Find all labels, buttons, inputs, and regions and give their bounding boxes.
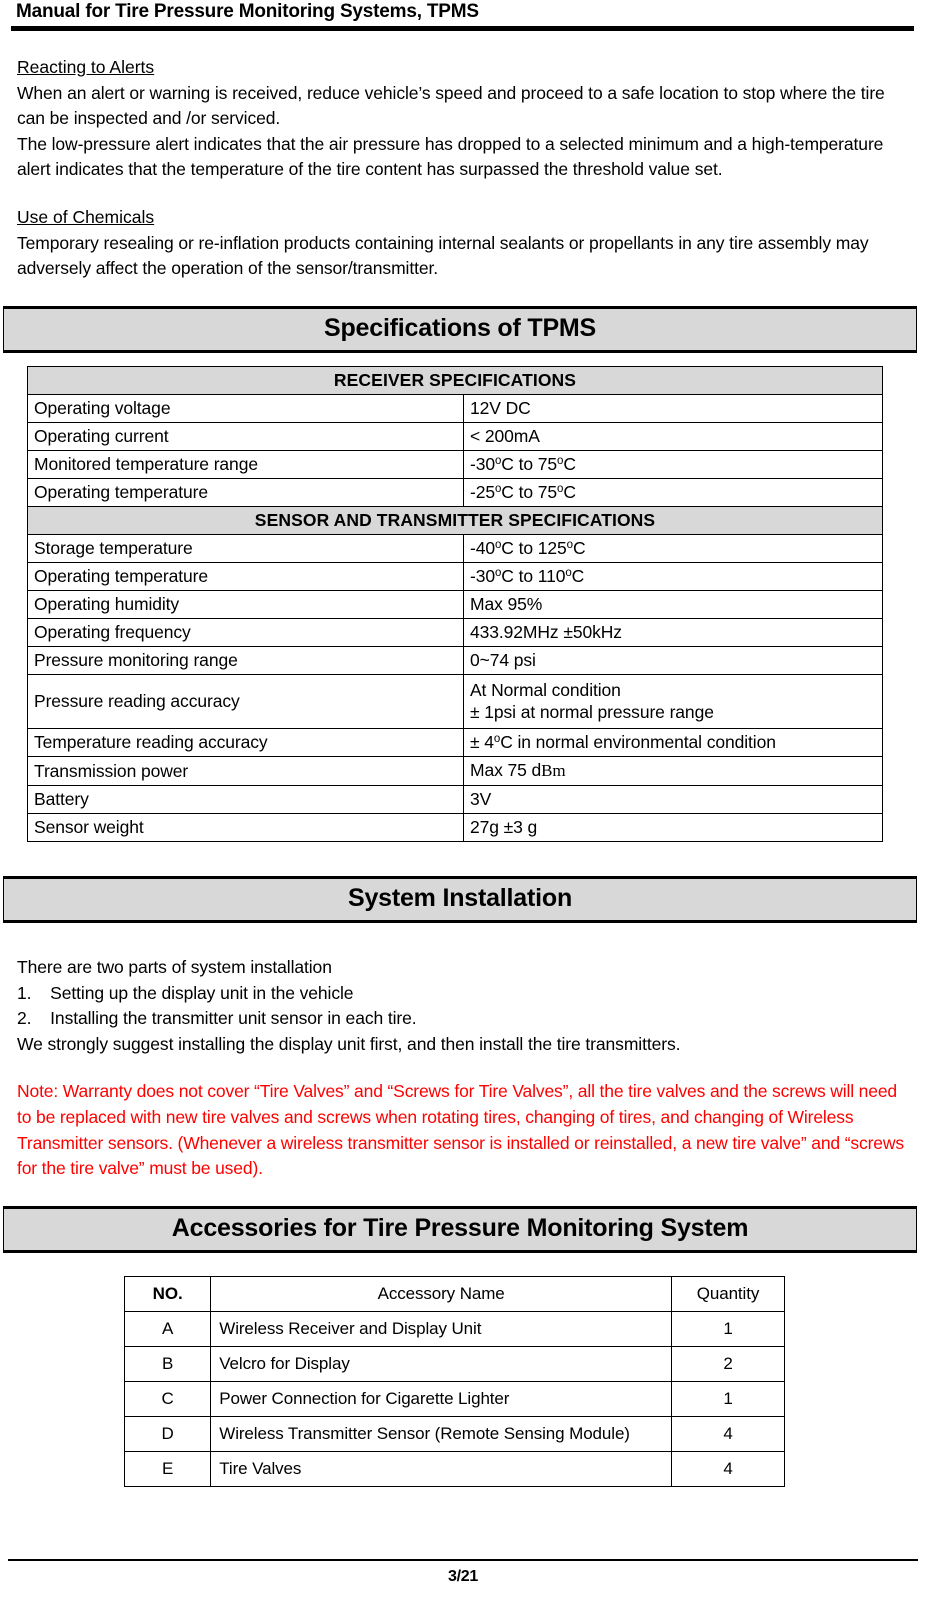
spec-value <box>463 675 882 729</box>
transmission-power-suffix: Bm <box>541 761 566 780</box>
spec-label: Monitored temperature range <box>28 451 464 479</box>
spec-value: Max 95% <box>463 591 882 619</box>
accessory-quantity: 2 <box>672 1347 785 1382</box>
spec-label: Temperature reading accuracy <box>28 729 464 757</box>
accessory-name: Power Connection for Cigarette Lighter <box>211 1382 672 1417</box>
heading-reacting-to-alerts: Reacting to Alerts <box>17 57 155 77</box>
table-row <box>28 786 883 814</box>
spacer <box>17 183 909 205</box>
spec-value: -30$^o$C to 75$^o$C <box>463 451 882 479</box>
spec-value: 12V DC <box>463 395 882 423</box>
spec-label: Battery <box>28 786 464 814</box>
spec-value <box>463 757 882 786</box>
table-row <box>28 479 883 507</box>
column-header-quantity: Quantity <box>672 1277 785 1312</box>
installation-step-1 <box>17 981 909 1007</box>
banner-specifications: Specifications of TPMS <box>3 306 917 353</box>
sensor-section-label: SENSOR AND TRANSMITTER SPECIFICATIONS <box>28 507 883 535</box>
spec-value: -30$^o$C to 110$^o$C <box>463 563 882 591</box>
spec-label: Operating frequency <box>28 619 464 647</box>
table-section-header-sensor <box>28 507 883 535</box>
table-row <box>125 1312 785 1347</box>
specifications-table <box>27 366 883 842</box>
accessory-name: Wireless Receiver and Display Unit <box>211 1312 672 1347</box>
document-header <box>0 0 926 31</box>
installation-intro: There are two parts of system installation <box>17 957 332 977</box>
column-header-no: NO. <box>125 1277 211 1312</box>
table-row <box>28 423 883 451</box>
spec-label: Operating humidity <box>28 591 464 619</box>
spec-value: 3V <box>463 786 882 814</box>
table-row <box>125 1417 785 1452</box>
table-row <box>28 757 883 786</box>
accessory-name: Tire Valves <box>211 1452 672 1487</box>
accessory-quantity: 1 <box>672 1382 785 1417</box>
table-row <box>28 451 883 479</box>
spacer <box>17 1057 909 1079</box>
accessory-quantity: 1 <box>672 1312 785 1347</box>
spec-value: ± $4^oC$ in normal environmental condition <box>463 729 882 757</box>
spec-value: 0~74 psi <box>463 647 882 675</box>
table-row <box>28 814 883 842</box>
warranty-note: Note: Warranty does not cover “Tire Valves” and “Screws for Tire Valves”, all the tire valves and the screws will need to be replaced with new tire valves and screws when rotating tires, changing of tires, and changing of Wireless Transmitter sensors. (Whenever a wireless transmitter sensor is installed or reinstalled, a new tire valve” and “screws for the tire valve” must be used). <box>17 1081 904 1179</box>
accessories-table <box>124 1276 785 1487</box>
step-1-text: Setting up the display unit in the vehicle <box>50 982 354 1003</box>
pressure-accuracy-line-1: At Normal condition <box>469 680 621 700</box>
table-section-header-receiver <box>28 367 883 395</box>
spec-label: Operating temperature <box>28 563 464 591</box>
spec-label: Pressure reading accuracy <box>28 675 464 729</box>
spec-value: < 200mA <box>463 423 882 451</box>
step-2-number: 2. <box>17 1008 32 1029</box>
accessory-no: B <box>125 1347 211 1382</box>
receiver-section-label: RECEIVER SPECIFICATIONS <box>28 367 883 395</box>
table-row <box>125 1347 785 1382</box>
spec-label: Operating current <box>28 423 464 451</box>
installation-step-2 <box>17 1006 909 1032</box>
accessory-no: C <box>125 1382 211 1417</box>
table-row <box>28 675 883 729</box>
table-row <box>28 563 883 591</box>
accessory-quantity: 4 <box>672 1417 785 1452</box>
spec-label: Transmission power <box>28 757 464 786</box>
step-2-text: Installing the transmitter unit sensor in each tire. <box>50 1008 417 1029</box>
spec-value: 433.92MHz ±50kHz <box>463 619 882 647</box>
table-row <box>125 1452 785 1487</box>
paragraph-reacting-2: The low-pressure alert indicates that the air pressure has dropped to a selected minimum and a high-temperature alert indicates that the temperature of the tire content has surpassed the threshold value set. <box>17 133 884 180</box>
table-row <box>28 395 883 423</box>
table-row <box>28 591 883 619</box>
installation-content <box>17 955 909 1182</box>
table-row <box>28 647 883 675</box>
pressure-accuracy-line-2: ± 1psi at normal pressure range <box>469 702 714 722</box>
banner-system-installation: System Installation <box>3 876 917 923</box>
accessory-name: Wireless Transmitter Sensor (Remote Sensing Module) <box>211 1417 672 1452</box>
table-row <box>28 729 883 757</box>
installation-closing: We strongly suggest installing the display unit first, and then install the tire transmitters. <box>17 1033 681 1054</box>
spec-value: -25$^o$C to 75$^o$C <box>463 479 882 507</box>
paragraph-chemicals-1: Temporary resealing or re-inflation products containing internal sealants or propellants in any tire assembly may adversely affect the operation of the sensor/transmitter. <box>17 232 869 279</box>
paragraph-reacting-1: When an alert or warning is received, reduce vehicle’s speed and proceed to a safe location to stop where the tire can be inspected and /or serviced. <box>17 82 885 129</box>
banner-accessories: Accessories for Tire Pressure Monitoring System <box>3 1206 917 1253</box>
spec-label: Operating voltage <box>28 395 464 423</box>
footer-rule <box>8 1559 918 1561</box>
step-1-number: 1. <box>17 982 32 1003</box>
body-content <box>17 55 909 282</box>
transmission-power-prefix: Max 75 d <box>469 760 542 780</box>
footer-page-number: 3/21 <box>448 1568 478 1585</box>
spec-value: 27g ±3 g <box>463 814 882 842</box>
spec-label: Pressure monitoring range <box>28 647 464 675</box>
accessory-no: A <box>125 1312 211 1347</box>
column-header-accessory-name: Accessory Name <box>211 1277 672 1312</box>
table-header-row <box>125 1277 785 1312</box>
accessory-no: D <box>125 1417 211 1452</box>
accessory-quantity: 4 <box>672 1452 785 1487</box>
header-title: Manual for Tire Pressure Monitoring Systems, TPMS <box>16 1 479 22</box>
header-rule <box>11 26 914 31</box>
spec-label: Sensor weight <box>28 814 464 842</box>
accessory-no: E <box>125 1452 211 1487</box>
table-row <box>125 1382 785 1417</box>
spec-value: -40$^o$C to 125$^o$C <box>463 535 882 563</box>
accessory-name: Velcro for Display <box>211 1347 672 1382</box>
table-row <box>28 535 883 563</box>
heading-use-of-chemicals: Use of Chemicals <box>17 206 155 227</box>
spec-label: Storage temperature <box>28 535 464 563</box>
spec-label: Operating temperature <box>28 479 464 507</box>
table-row <box>28 619 883 647</box>
